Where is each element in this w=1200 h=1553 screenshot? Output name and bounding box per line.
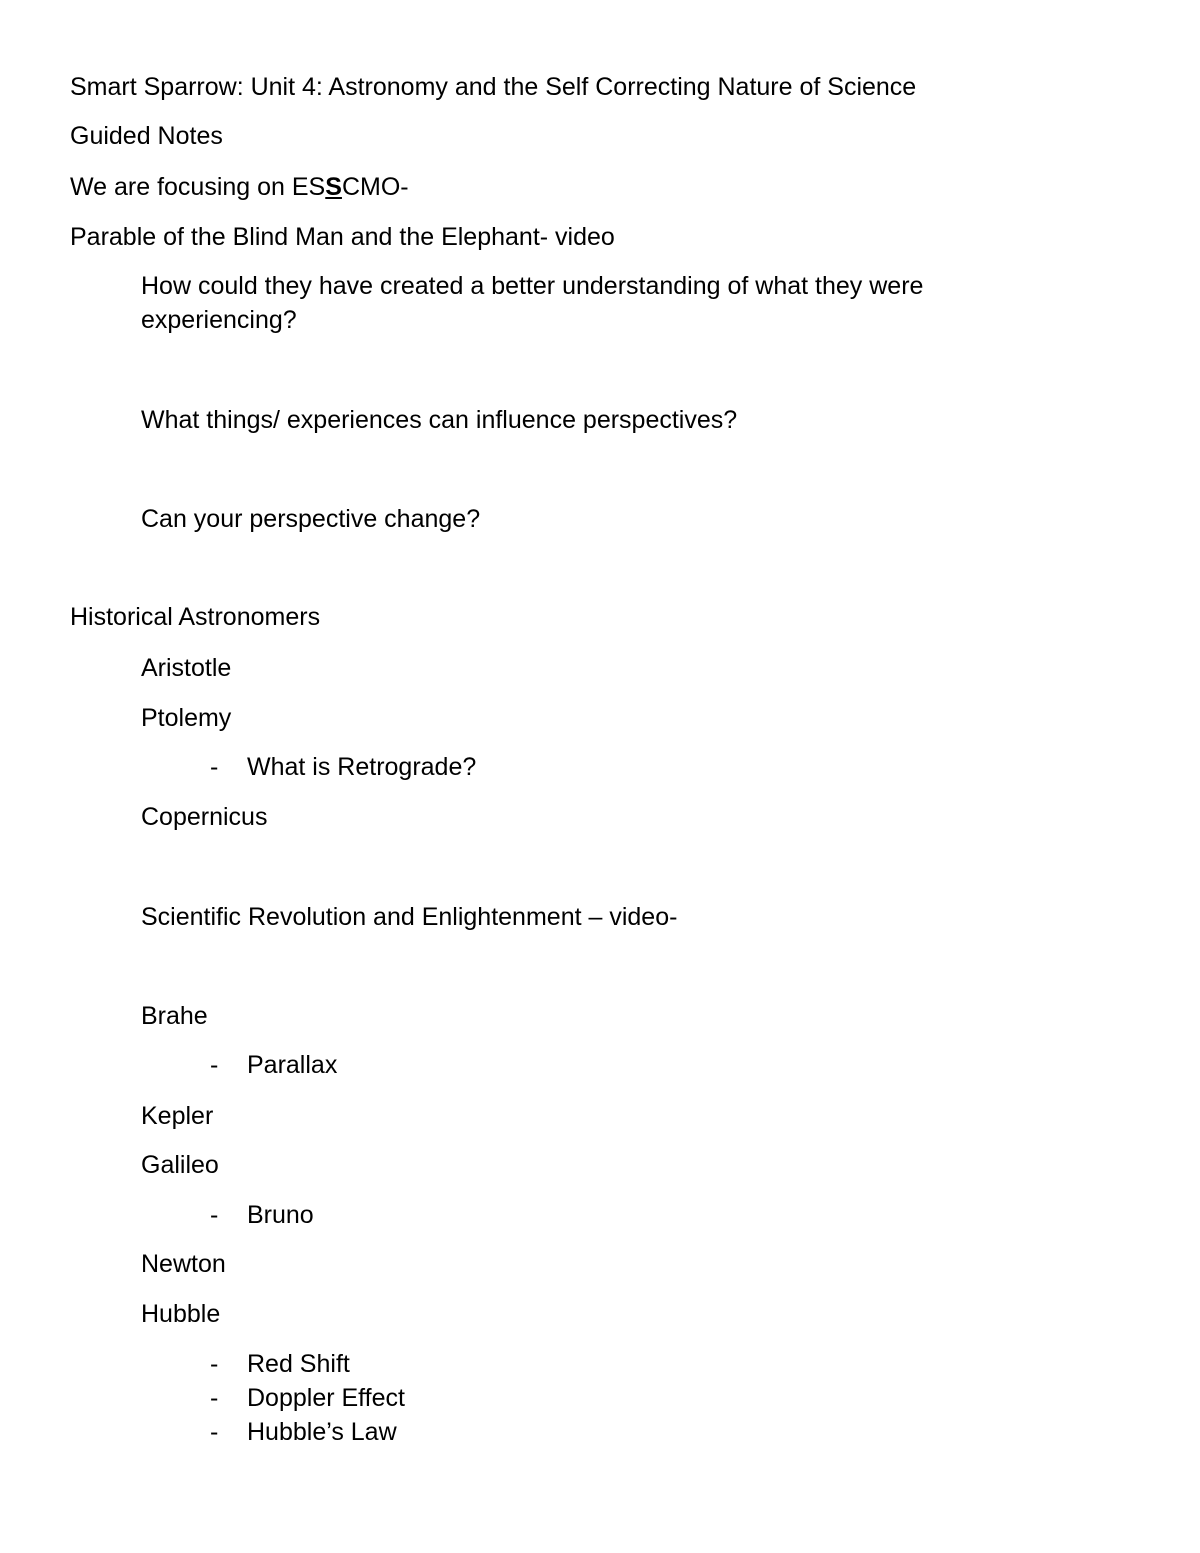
bullet-marker: - xyxy=(210,1201,219,1229)
bullet-marker: - xyxy=(210,753,219,781)
hubble-subitem-3: Hubble’s Law xyxy=(247,1418,397,1446)
astronomer-ptolemy: Ptolemy xyxy=(141,704,232,732)
galileo-subitem: Bruno xyxy=(247,1201,314,1229)
parable-question-3: Can your perspective change? xyxy=(141,505,481,533)
focus-line xyxy=(70,170,409,204)
focus-prefix: We are focusing on ES xyxy=(70,173,326,201)
astronomer-aristotle: Aristotle xyxy=(141,654,232,682)
astronomers-heading: Historical Astronomers xyxy=(70,603,321,631)
focus-suffix: CMO- xyxy=(341,173,409,201)
brahe-subitem: Parallax xyxy=(247,1051,338,1079)
parable-heading: Parable of the Blind Man and the Elephant- video xyxy=(70,223,615,251)
hubble-subitem-1: Red Shift xyxy=(247,1350,350,1378)
astronomer-copernicus: Copernicus xyxy=(141,803,268,831)
parable-question-2: What things/ experiences can influence perspectives? xyxy=(141,406,738,434)
focus-emphasis: S xyxy=(325,173,342,201)
bullet-marker: - xyxy=(210,1350,219,1378)
document-subtitle: Guided Notes xyxy=(70,122,223,150)
document-title: Smart Sparrow: Unit 4: Astronomy and the Self Correcting Nature of Science xyxy=(70,73,917,101)
parable-question-1: How could they have created a better understanding of what they were experiencing? xyxy=(141,272,924,334)
astronomer-brahe: Brahe xyxy=(141,1002,208,1030)
ptolemy-subitem: What is Retrograde? xyxy=(247,753,477,781)
astronomer-kepler: Kepler xyxy=(141,1102,214,1130)
astronomer-newton: Newton xyxy=(141,1250,226,1278)
astronomer-galileo: Galileo xyxy=(141,1151,219,1179)
revolution-video-line: Scientific Revolution and Enlightenment – video- xyxy=(141,903,678,931)
bullet-marker: - xyxy=(210,1418,219,1446)
astronomer-hubble: Hubble xyxy=(141,1300,221,1328)
bullet-marker: - xyxy=(210,1051,219,1079)
bullet-marker: - xyxy=(210,1384,219,1412)
hubble-subitem-2: Doppler Effect xyxy=(247,1384,405,1412)
